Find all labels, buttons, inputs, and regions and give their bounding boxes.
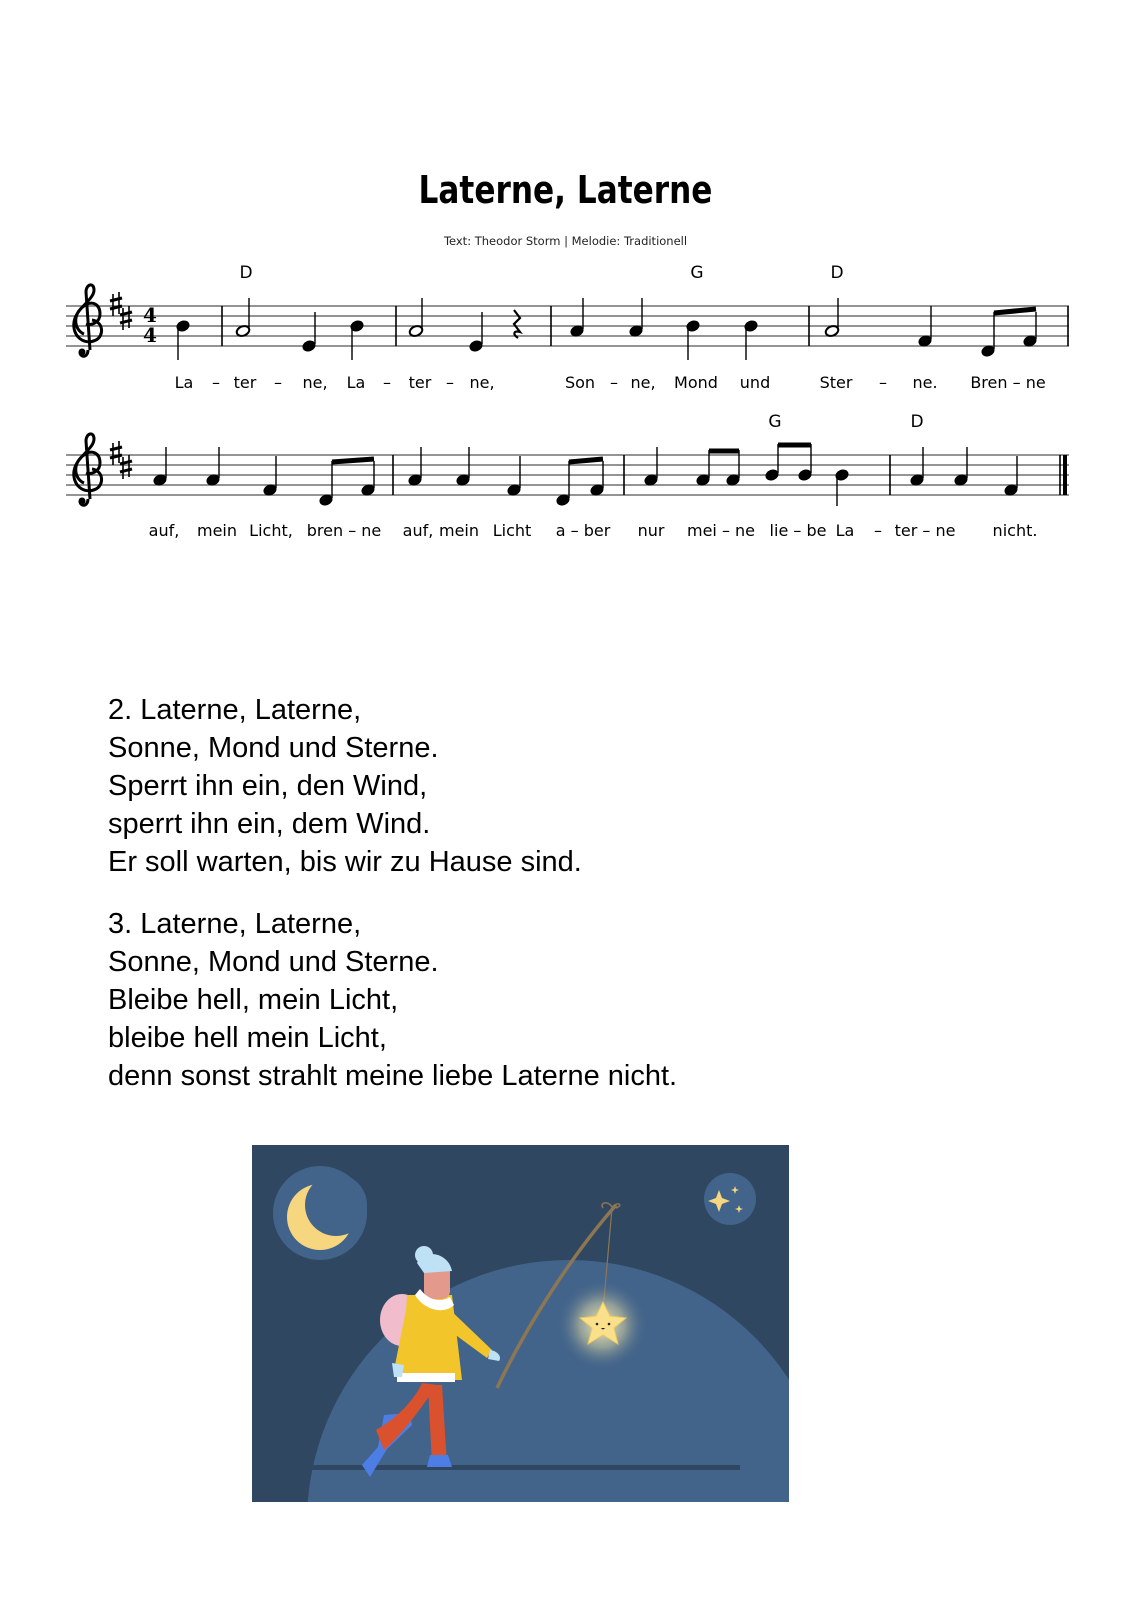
chord-symbol: D xyxy=(239,263,253,283)
lyric-syllable: Licht, xyxy=(249,521,293,540)
svg-text:4: 4 xyxy=(143,303,157,327)
lyric-syllable: – xyxy=(274,373,282,392)
verse-2 xyxy=(108,691,582,881)
lyric-syllable: – xyxy=(879,373,887,392)
lyric-syllable: auf, xyxy=(402,521,434,540)
verse-line: Er soll warten, bis wir zu Hause sind. xyxy=(108,846,582,878)
lyric-syllable: ne, xyxy=(630,373,656,392)
sparkle-icon xyxy=(704,1173,756,1225)
lyric-syllable: ne, xyxy=(302,373,328,392)
lyric-syllable: – xyxy=(610,373,618,392)
lyric-syllable: Ster xyxy=(819,373,853,392)
lyric-syllable: Mond xyxy=(674,373,718,392)
lyric-syllable: mein xyxy=(438,521,480,540)
verse-line: Bleibe hell, mein Licht, xyxy=(108,984,399,1016)
lyric-syllable: – xyxy=(446,373,454,392)
lyric-syllable: mein xyxy=(196,521,238,540)
chord-symbol: G xyxy=(768,412,782,432)
verse-line: sperrt ihn ein, dem Wind. xyxy=(108,808,431,840)
lyric-syllable: mei – ne xyxy=(686,521,756,540)
lyric-syllable: – xyxy=(874,521,882,540)
lyric-syllable: nicht. xyxy=(992,521,1038,540)
lyric-syllable: lie – be xyxy=(769,521,827,540)
verse-line: denn sonst strahlt meine liebe Laterne nicht. xyxy=(108,1060,678,1092)
lyric-syllable: und xyxy=(739,373,771,392)
lyric-syllable: ne. xyxy=(912,373,938,392)
lyric-syllable: La xyxy=(346,373,366,392)
lyric-syllable: La xyxy=(174,373,194,392)
lyric-syllable: auf, xyxy=(148,521,180,540)
lyric-syllable: nur xyxy=(637,521,665,540)
lyric-syllable: Licht xyxy=(492,521,532,540)
chord-symbol: G xyxy=(690,263,704,283)
verse-line: 3. Laterne, Laterne, xyxy=(108,908,362,940)
lyric-syllable: a – ber xyxy=(555,521,611,540)
verse-line: 2. Laterne, Laterne, xyxy=(108,694,362,726)
lantern-illustration xyxy=(252,1145,789,1502)
lyric-syllable: ne, xyxy=(469,373,495,392)
song-title: Laterne, Laterne xyxy=(418,168,713,212)
lyric-syllable: Bren – ne xyxy=(970,373,1046,392)
verse-line: bleibe hell mein Licht, xyxy=(108,1022,387,1054)
moon-icon xyxy=(273,1166,367,1260)
lyric-syllable: – xyxy=(383,373,391,392)
lyric-syllable: La xyxy=(835,521,855,540)
lyric-syllable: Son xyxy=(564,373,596,392)
lyric-syllable: ter xyxy=(233,373,257,392)
lyric-syllable: ter xyxy=(408,373,432,392)
staff-system-2 xyxy=(66,434,1069,507)
staff-system-1 xyxy=(66,285,1069,360)
chord-symbol: D xyxy=(910,412,924,432)
verse-line: Sonne, Mond und Sterne. xyxy=(108,946,439,978)
verse-line: Sonne, Mond und Sterne. xyxy=(108,732,439,764)
verse-3 xyxy=(108,905,677,1095)
lyric-syllable: ter – ne xyxy=(894,521,956,540)
lyric-syllable: bren – ne xyxy=(306,521,382,540)
chord-symbol: D xyxy=(830,263,844,283)
song-credits: Text: Theodor Storm | Melodie: Traditionell xyxy=(443,234,688,248)
verse-line: Sperrt ihn ein, den Wind, xyxy=(108,770,428,802)
sheet-music xyxy=(0,0,1131,560)
svg-text:4: 4 xyxy=(143,323,157,347)
lyric-syllable: – xyxy=(212,373,220,392)
